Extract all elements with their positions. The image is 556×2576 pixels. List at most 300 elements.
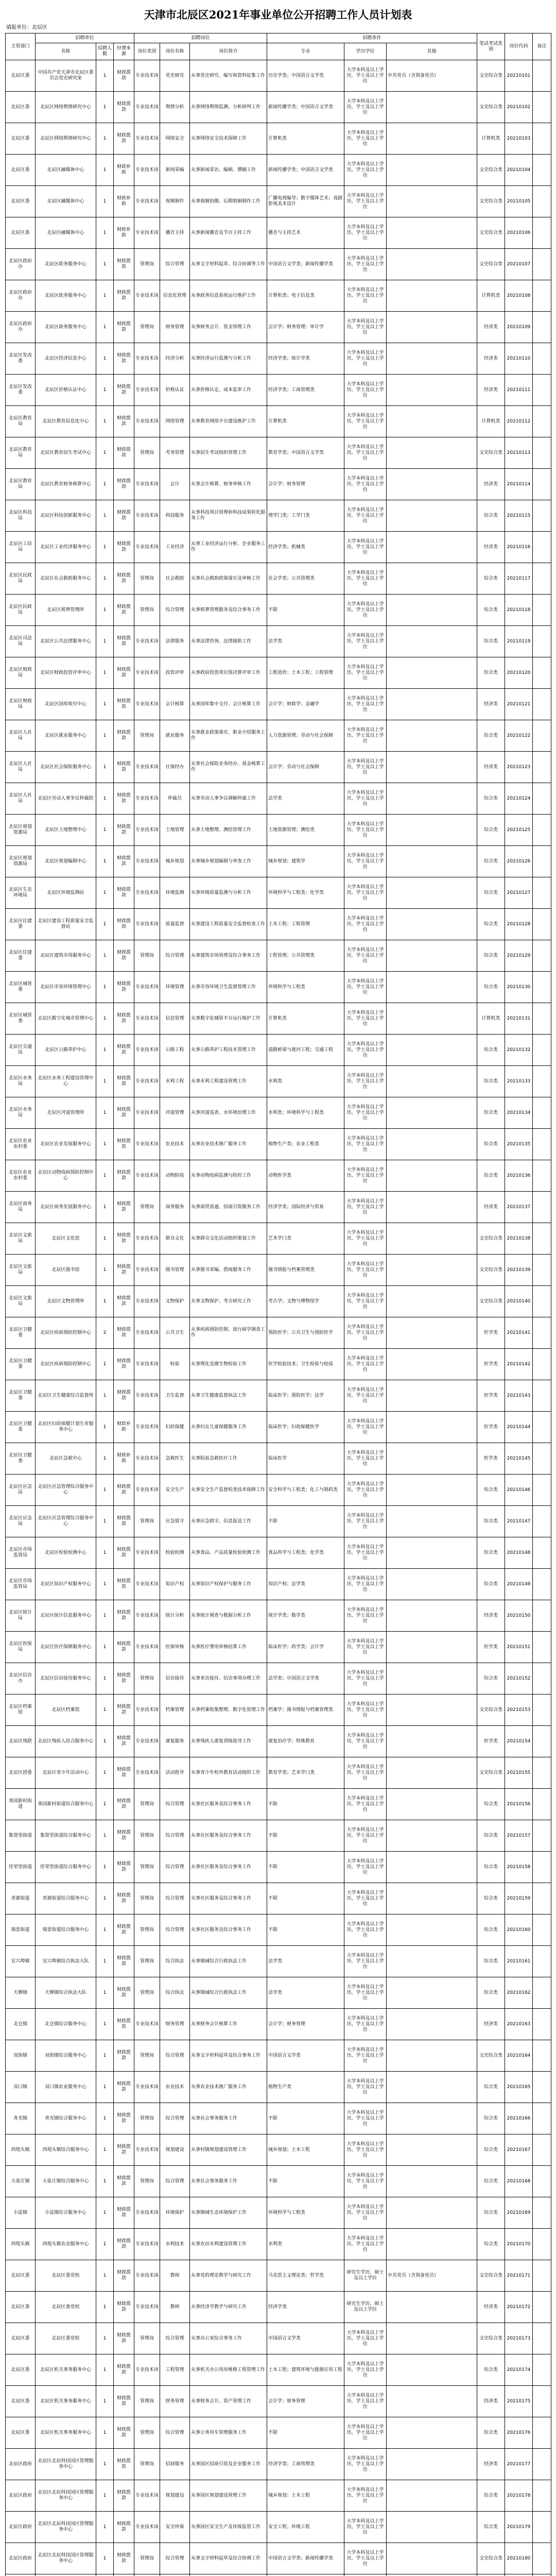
cell-post-desc: 从事科技项目管理和科技成果转化服务工作 bbox=[190, 500, 267, 532]
cell-post-desc: 从事园区规划建设管理工作 bbox=[190, 2480, 267, 2512]
cell-unit: 北辰区青少年活动中心 bbox=[36, 1757, 96, 1789]
cell-other bbox=[387, 1003, 477, 1035]
cell-code: 20210105 bbox=[505, 186, 533, 217]
cell-post-desc: 从事新闻采访、编辑、撰稿工作 bbox=[190, 155, 267, 186]
cell-edu: 大学本科及以上学历，学士及以上学位 bbox=[344, 1097, 387, 1129]
cell-funding: 财政拨款 bbox=[114, 1097, 134, 1129]
cell-major: 城乡规划；建筑学 bbox=[267, 846, 344, 877]
cell-unit: 天穆镇综合执法大队 bbox=[36, 1977, 96, 2009]
cell-post-desc: 从事城乡规划编制与审查工作 bbox=[190, 846, 267, 877]
cell-unit: 北辰区经济信息中心 bbox=[36, 343, 96, 375]
cell-code: 20210133 bbox=[505, 1066, 533, 1097]
cell-edu: 大学本科及以上学历，学士及以上学位 bbox=[344, 469, 387, 500]
cell-post-type: 专业技术岗 bbox=[134, 783, 160, 815]
cell-unit: 北辰区农业发展服务中心 bbox=[36, 1129, 96, 1160]
cell-exam: 经济类 bbox=[477, 2449, 505, 2480]
cell-exam: 经济类 bbox=[477, 2292, 505, 2323]
cell-major: 不限 bbox=[267, 2103, 344, 2134]
cell-code: 20210141 bbox=[505, 1317, 533, 1349]
cell-edu: 大学本科及以上学历，学士及以上学位 bbox=[344, 940, 387, 972]
table-row bbox=[6, 1883, 551, 1914]
cell-note bbox=[533, 1192, 551, 1223]
cell-dept: 北辰区信访办 bbox=[6, 1663, 36, 1694]
cell-funding: 财政拨款 bbox=[114, 815, 134, 846]
cell-unit: 北辰区网络舆情研究中心 bbox=[36, 123, 96, 155]
table-row bbox=[6, 2386, 551, 2417]
cell-edu: 大学本科及以上学历，学士及以上学位 bbox=[344, 689, 387, 720]
cell-funding: 财政拨款 bbox=[114, 1663, 134, 1694]
cell-other bbox=[387, 1663, 477, 1694]
cell-post-desc: 从事村镇规划建设管理工作 bbox=[190, 2134, 267, 2166]
cell-major: 医学检验技术；卫生检验与检疫 bbox=[267, 1349, 344, 1380]
cell-edu: 大学本科及以上学历，学士及以上学位 bbox=[344, 92, 387, 123]
cell-dept: 北辰区统计局 bbox=[6, 1600, 36, 1632]
cell-count: 1 bbox=[96, 1569, 114, 1600]
cell-unit: 北辰区应急管理综合服务中心 bbox=[36, 1475, 96, 1506]
cell-edu: 大学本科及以上学历，学士及以上学位 bbox=[344, 2543, 387, 2574]
table-row bbox=[6, 1475, 551, 1506]
cell-funding: 财政拨款 bbox=[114, 2040, 134, 2072]
cell-note bbox=[533, 2574, 551, 2576]
cell-major: 经济学类 bbox=[267, 2292, 344, 2323]
cell-post-type: 专业技术岗 bbox=[134, 2354, 160, 2386]
table-row bbox=[6, 972, 551, 1003]
cell-edu: 大学本科及以上学历，学士及以上学位 bbox=[344, 1349, 387, 1380]
cell-post-name: 档案管理 bbox=[160, 1694, 190, 1726]
cell-funding: 财政拨款 bbox=[114, 2323, 134, 2354]
cell-post-name: 公共卫生 bbox=[160, 1317, 190, 1349]
table-row bbox=[6, 249, 551, 280]
cell-other bbox=[387, 280, 477, 312]
cell-edu: 大学本科及以上学历，学士及以上学位 bbox=[344, 2197, 387, 2229]
cell-other bbox=[387, 1097, 477, 1129]
cell-post-name: 统计分析 bbox=[160, 1600, 190, 1632]
cell-other bbox=[387, 343, 477, 375]
cell-code: 20210125 bbox=[505, 815, 533, 846]
cell-note bbox=[533, 60, 551, 92]
cell-funding: 财政拨款 bbox=[114, 500, 134, 532]
cell-code: 20210142 bbox=[505, 1349, 533, 1380]
cell-note bbox=[533, 2166, 551, 2197]
cell-funding: 财政拨款 bbox=[114, 1317, 134, 1349]
cell-post-desc: 从事农田水利建设管理工作 bbox=[190, 2229, 267, 2260]
cell-unit: 北辰区价格认证中心 bbox=[36, 375, 96, 406]
cell-dept: 北辰区发改委 bbox=[6, 343, 36, 375]
cell-exam: 文史综合类 bbox=[477, 60, 505, 92]
cell-count: 1 bbox=[96, 1475, 114, 1506]
cell-post-name: 检验 bbox=[160, 1349, 190, 1380]
cell-count: 1 bbox=[96, 909, 114, 940]
cell-count: 1 bbox=[96, 877, 114, 909]
table-row bbox=[6, 343, 551, 375]
cell-unit: 北辰区教育信息化中心 bbox=[36, 406, 96, 437]
cell-dept: 北辰区文旅局 bbox=[6, 1223, 36, 1255]
cell-dept: 北辰区人社局 bbox=[6, 752, 36, 783]
cell-note bbox=[533, 2292, 551, 2323]
cell-edu: 大学本科及以上学历，学士及以上学位 bbox=[344, 249, 387, 280]
cell-count: 1 bbox=[96, 2512, 114, 2543]
cell-post-name: 教师 bbox=[160, 2292, 190, 2323]
cell-code: 20210112 bbox=[505, 406, 533, 437]
header-note: 备注 bbox=[533, 33, 551, 60]
cell-unit: 北辰区残疾人综合服务中心 bbox=[36, 1726, 96, 1757]
cell-code: 20210158 bbox=[505, 1852, 533, 1883]
cell-major: 会计学；财务管理 bbox=[267, 2009, 344, 2040]
cell-other bbox=[387, 909, 477, 940]
cell-unit: 青源街道综合服务中心 bbox=[36, 1883, 96, 1914]
cell-funding: 财政补助 bbox=[114, 1412, 134, 1443]
cell-code: 20210101 bbox=[505, 60, 533, 92]
cell-major: 艺术学门类 bbox=[267, 1223, 344, 1255]
cell-post-type: 管理岗 bbox=[134, 595, 160, 626]
cell-count: 1 bbox=[96, 1223, 114, 1255]
cell-exam: 综合类 bbox=[477, 1852, 505, 1883]
cell-exam: 综合类 bbox=[477, 1066, 505, 1097]
recruitment-table bbox=[5, 33, 551, 2576]
cell-unit: 北辰区融媒体中心 bbox=[36, 155, 96, 186]
cell-post-name: 教师 bbox=[160, 2260, 190, 2292]
table-row bbox=[6, 1726, 551, 1757]
cell-code: 20210123 bbox=[505, 752, 533, 783]
cell-code: 20210115 bbox=[505, 500, 533, 532]
cell-note bbox=[533, 2134, 551, 2166]
cell-post-type: 专业技术岗 bbox=[134, 1694, 160, 1726]
cell-edu: 大学本科及以上学历，学士及以上学位 bbox=[344, 280, 387, 312]
cell-other bbox=[387, 877, 477, 909]
cell-exam: 综合类 bbox=[477, 1569, 505, 1600]
cell-note bbox=[533, 1003, 551, 1035]
cell-other bbox=[387, 720, 477, 752]
cell-edu: 大学本科及以上学历，学士及以上学位 bbox=[344, 155, 387, 186]
cell-other bbox=[387, 752, 477, 783]
cell-post-desc: 从事会计核算、财务审核工作 bbox=[190, 469, 267, 500]
cell-post-desc: 从事图书采编、借阅服务工作 bbox=[190, 1255, 267, 1286]
cell-note bbox=[533, 1349, 551, 1380]
cell-edu: 大学本科及以上学历，学士及以上学位 bbox=[344, 123, 387, 155]
cell-code: 20210165 bbox=[505, 2072, 533, 2103]
cell-unit: 北辰区水务工程建设管理中心 bbox=[36, 1066, 96, 1097]
cell-code: 20210102 bbox=[505, 92, 533, 123]
cell-edu: 大学本科及以上学历，学士及以上学位 bbox=[344, 2323, 387, 2354]
cell-note bbox=[533, 1035, 551, 1066]
cell-edu: 大学本科及以上学历，学士及以上学位 bbox=[344, 375, 387, 406]
table-row bbox=[6, 1569, 551, 1600]
cell-funding: 财政拨款 bbox=[114, 123, 134, 155]
table-row bbox=[6, 2323, 551, 2354]
cell-count: 1 bbox=[96, 1694, 114, 1726]
cell-code: 20210122 bbox=[505, 720, 533, 752]
cell-dept: 北辰区人社局 bbox=[6, 783, 36, 815]
cell-other bbox=[387, 2323, 477, 2354]
cell-post-type: 专业技术岗 bbox=[134, 1317, 160, 1349]
cell-other bbox=[387, 1883, 477, 1914]
cell-count: 1 bbox=[96, 2134, 114, 2166]
cell-exam: 综合类 bbox=[477, 1663, 505, 1694]
table-row bbox=[6, 1914, 551, 1946]
cell-post-desc: 从事工业经济运行分析、企业服务工作 bbox=[190, 532, 267, 563]
cell-dept: 北辰区文旅局 bbox=[6, 1255, 36, 1286]
cell-code: 20210129 bbox=[505, 940, 533, 972]
cell-post-name: 财务管理 bbox=[160, 312, 190, 343]
cell-post-desc: 从事机关办公用房维修工程管理工作 bbox=[190, 2354, 267, 2386]
cell-exam: 综合类 bbox=[477, 1946, 505, 1977]
cell-other bbox=[387, 1569, 477, 1600]
cell-unit: 北辰区公路养护中心 bbox=[36, 1035, 96, 1066]
cell-major: 会计学；财务管理 bbox=[267, 2386, 344, 2417]
cell-note bbox=[533, 1066, 551, 1097]
cell-note bbox=[533, 2009, 551, 2040]
cell-count: 1 bbox=[96, 2072, 114, 2103]
cell-other bbox=[387, 846, 477, 877]
cell-post-desc: 从事就业政策落实、职业介绍服务工作 bbox=[190, 720, 267, 752]
cell-exam: 综合类 bbox=[477, 2512, 505, 2543]
cell-exam: 经济类 bbox=[477, 469, 505, 500]
cell-post-type: 专业技术岗 bbox=[134, 2260, 160, 2292]
cell-post-desc: 从事动物疫病监测与防控工作 bbox=[190, 1160, 267, 1192]
cell-post-name: 综合管理 bbox=[160, 2103, 190, 2134]
cell-code: 20210148 bbox=[505, 1537, 533, 1569]
cell-unit: 北辰区河道管理所 bbox=[36, 1097, 96, 1129]
table-row bbox=[6, 1349, 551, 1380]
cell-exam: 综合类 bbox=[477, 1914, 505, 1946]
cell-funding: 财政拨款 bbox=[114, 1789, 134, 1820]
cell-edu: 大学本科及以上学历，学士及以上学位 bbox=[344, 1852, 387, 1883]
cell-post-desc: 从事办公室综合事务工作 bbox=[190, 2323, 267, 2354]
cell-note bbox=[533, 1412, 551, 1443]
cell-note bbox=[533, 1129, 551, 1160]
cell-code: 20210168 bbox=[505, 2166, 533, 2197]
cell-funding: 财政拨款 bbox=[114, 1914, 134, 1946]
cell-other bbox=[387, 2480, 477, 2512]
cell-post-type: 专业技术岗 bbox=[134, 1349, 160, 1380]
cell-major: 环境科学与工程类；化学类 bbox=[267, 877, 344, 909]
cell-funding: 财政拨款 bbox=[114, 249, 134, 280]
cell-funding: 财政拨款 bbox=[114, 2134, 134, 2166]
cell-post-desc: 从事网络安全技术保障工作 bbox=[190, 123, 267, 155]
cell-post-desc: 从事公务用车管理服务工作 bbox=[190, 2417, 267, 2449]
cell-major: 经济学类；工商管理类 bbox=[267, 2449, 344, 2480]
cell-post-name: 播音主持 bbox=[160, 217, 190, 249]
cell-edu: 大学本科及以上学历，学士及以上学位 bbox=[344, 1035, 387, 1066]
cell-dept bbox=[6, 2574, 36, 2576]
cell-post-desc: 从事政府投资项目预决算评审工作 bbox=[190, 657, 267, 689]
cell-note bbox=[533, 815, 551, 846]
cell-count: 1 bbox=[96, 815, 114, 846]
cell-other bbox=[387, 2354, 477, 2386]
cell-post-type: 专业技术岗 bbox=[134, 500, 160, 532]
cell-dept: 北辰区住建委 bbox=[6, 940, 36, 972]
table-row bbox=[6, 1380, 551, 1412]
table-row bbox=[6, 657, 551, 689]
cell-major: 图书情报与档案管理类 bbox=[267, 1255, 344, 1286]
cell-code: 20210178 bbox=[505, 2480, 533, 2512]
cell-post-desc: 从事党史研究、编写和资料征集工作 bbox=[190, 60, 267, 92]
cell-dept: 北辰区委 bbox=[6, 2354, 36, 2386]
cell-post-name: 动物防疫 bbox=[160, 1160, 190, 1192]
cell-other bbox=[387, 2417, 477, 2449]
cell-post-type: 专业技术岗 bbox=[134, 2292, 160, 2323]
cell-major: 不限 bbox=[267, 2417, 344, 2449]
cell-major: 土木工程；建筑环境与能源应用工程 bbox=[267, 2354, 344, 2386]
cell-major: 会计学；财务管理；审计学 bbox=[267, 312, 344, 343]
cell-post-desc: 从事财务会计核算工作 bbox=[190, 2009, 267, 2040]
cell-note bbox=[533, 909, 551, 940]
table-row bbox=[6, 2009, 551, 2040]
cell-post-name: 信访接待 bbox=[160, 1663, 190, 1694]
cell-other bbox=[387, 1632, 477, 1663]
cell-edu: 大学本科及以上学历，学士及以上学位 bbox=[344, 846, 387, 877]
cell-edu: 大学本科及以上学历，学士及以上学位 bbox=[344, 532, 387, 563]
cell-exam: 综合类 bbox=[477, 563, 505, 595]
cell-note bbox=[533, 92, 551, 123]
cell-unit: 宜兴埠镇综合执法大队 bbox=[36, 1946, 96, 1977]
cell-dept: 北辰区农业农村委 bbox=[6, 1129, 36, 1160]
cell-code: 20210180 bbox=[505, 2543, 533, 2574]
cell-post-type: 管理岗 bbox=[134, 1852, 160, 1883]
cell-other bbox=[387, 437, 477, 469]
cell-post-name: 群众文化 bbox=[160, 1223, 190, 1255]
cell-code: 20210108 bbox=[505, 280, 533, 312]
header-unit-group: 招聘单位 bbox=[36, 33, 134, 43]
cell-code: 20210153 bbox=[505, 1694, 533, 1726]
cell-major: 康复治疗学；特殊教育 bbox=[267, 1726, 344, 1757]
cell-code: 20210107 bbox=[505, 249, 533, 280]
cell-funding: 财政拨款 bbox=[114, 280, 134, 312]
cell-exam: 经济类 bbox=[477, 689, 505, 720]
cell-dept: 北辰区委 bbox=[6, 186, 36, 217]
cell-unit: 北辰区网络舆情研究中心 bbox=[36, 92, 96, 123]
cell-post-name: 财务管理 bbox=[160, 2009, 190, 2040]
header-funding: 经费来源 bbox=[114, 43, 134, 60]
table-row bbox=[6, 1412, 551, 1443]
cell-unit: 北辰区就业服务中心 bbox=[36, 720, 96, 752]
cell-dept: 北辰区委 bbox=[6, 217, 36, 249]
cell-post-type: 专业技术岗 bbox=[134, 155, 160, 186]
cell-note bbox=[533, 1694, 551, 1726]
table-row bbox=[6, 1255, 551, 1286]
header-dept: 主管部门 bbox=[6, 33, 36, 60]
cell-other bbox=[387, 1977, 477, 2009]
cell-major: 经济学类；国际经济与贸易 bbox=[267, 1192, 344, 1223]
cell-post-type: 管理岗 bbox=[134, 2040, 160, 2072]
table-row bbox=[6, 1789, 551, 1820]
cell-unit: 西堤头镇农业服务中心 bbox=[36, 2229, 96, 2260]
cell-count: 1 bbox=[96, 406, 114, 437]
cell-count: 1 bbox=[96, 2040, 114, 2072]
cell-dept: 西堤头镇 bbox=[6, 2134, 36, 2166]
cell-edu: 大学本科及以上学历，学士及以上学位 bbox=[344, 752, 387, 783]
cell-post-type: 专业技术岗 bbox=[134, 406, 160, 437]
cell-exam: 综合类 bbox=[477, 1820, 505, 1852]
cell-count: 1 bbox=[96, 1820, 114, 1852]
cell-major: 法学类 bbox=[267, 783, 344, 815]
table-row bbox=[6, 2197, 551, 2229]
cell-post-name: 信息化管理 bbox=[160, 280, 190, 312]
cell-unit: 北辰区医疗保障服务中心 bbox=[36, 1632, 96, 1663]
cell-post-name: 综合管理 bbox=[160, 1852, 190, 1883]
cell-post-name: 网络安全 bbox=[160, 123, 190, 155]
cell-other bbox=[387, 1475, 477, 1506]
cell-post-type: 管理岗 bbox=[134, 2386, 160, 2417]
cell-post-desc: 从事政务信息系统运行维护工作 bbox=[190, 280, 267, 312]
cell-note bbox=[533, 595, 551, 626]
cell-unit: 北辰区政务服务中心 bbox=[36, 280, 96, 312]
cell-other bbox=[387, 155, 477, 186]
cell-major: 中国语言文学类 bbox=[267, 2040, 344, 2072]
table-row bbox=[6, 1129, 551, 1160]
cell-major: 环境科学与工程类 bbox=[267, 972, 344, 1003]
cell-post-type: 专业技术岗 bbox=[134, 752, 160, 783]
cell-count: 1 bbox=[96, 595, 114, 626]
cell-dept: 北辰区委 bbox=[6, 2292, 36, 2323]
cell-other bbox=[387, 406, 477, 437]
cell-code: 20210169 bbox=[505, 2197, 533, 2229]
cell-unit: 北辰区融媒体中心 bbox=[36, 186, 96, 217]
cell-note bbox=[533, 783, 551, 815]
cell-count: 1 bbox=[96, 1506, 114, 1537]
cell-dept: 北辰区民政局 bbox=[6, 595, 36, 626]
cell-post-desc: 从事社会事务服务工作 bbox=[190, 2166, 267, 2197]
table-row bbox=[6, 1977, 551, 2009]
table-row bbox=[6, 815, 551, 846]
cell-unit: 北辰区殡葬管理所 bbox=[36, 595, 96, 626]
cell-unit: 北辰区政务服务中心 bbox=[36, 312, 96, 343]
cell-other bbox=[387, 2449, 477, 2480]
cell-major: 工程造价；土木工程；工程管理 bbox=[267, 657, 344, 689]
cell-funding: 财政拨款 bbox=[114, 877, 134, 909]
cell-count: 1 bbox=[96, 2543, 114, 2574]
cell-exam: 医学类 bbox=[477, 1349, 505, 1380]
cell-exam: 文史综合类 bbox=[477, 1694, 505, 1726]
cell-other bbox=[387, 375, 477, 406]
header-count: 招聘人数 bbox=[96, 43, 114, 60]
cell-count: 1 bbox=[96, 1035, 114, 1066]
cell-note bbox=[533, 689, 551, 720]
cell-note bbox=[533, 375, 551, 406]
cell-exam: 综合类 bbox=[477, 2354, 505, 2386]
cell-count: 1 bbox=[96, 60, 114, 92]
table-row bbox=[6, 783, 551, 815]
cell-unit: 北辰区社会救助服务中心 bbox=[36, 563, 96, 595]
cell-code: 20210131 bbox=[505, 1003, 533, 1035]
cell-post-type: 管理岗 bbox=[134, 563, 160, 595]
cell-post-name: 质量监督 bbox=[160, 909, 190, 940]
cell-post-desc: 从事院前急救医疗工作 bbox=[190, 1443, 267, 1475]
cell-major: 不限 bbox=[267, 1883, 344, 1914]
cell-post-desc: 从事网络舆情监测、分析研判工作 bbox=[190, 92, 267, 123]
cell-edu: 大学本科及以上学历，学士及以上学位 bbox=[344, 2449, 387, 2480]
cell-post-name: 法律服务 bbox=[160, 626, 190, 657]
cell-count: 1 bbox=[96, 2260, 114, 2292]
table-row bbox=[6, 155, 551, 186]
table-row bbox=[6, 2417, 551, 2449]
cell-count: 1 bbox=[96, 1349, 114, 1380]
cell-post-name: 舆情分析 bbox=[160, 92, 190, 123]
cell-funding: 财政拨款 bbox=[114, 1129, 134, 1160]
cell-exam: 综合类 bbox=[477, 2103, 505, 2134]
cell-note bbox=[533, 1475, 551, 1506]
cell-post-desc: 从事法律咨询、法律援助工作 bbox=[190, 626, 267, 657]
cell-exam: 医学类 bbox=[477, 1726, 505, 1757]
cell-count: 1 bbox=[96, 1946, 114, 1977]
cell-post-desc: 从事残疾人康复训练指导工作 bbox=[190, 1726, 267, 1757]
cell-major: 不限 bbox=[267, 1914, 344, 1946]
cell-other bbox=[387, 2386, 477, 2417]
cell-count: 1 bbox=[96, 1537, 114, 1569]
cell-code: 20210118 bbox=[505, 595, 533, 626]
cell-post-name: 党史研究 bbox=[160, 60, 190, 92]
cell-count: 1 bbox=[96, 92, 114, 123]
